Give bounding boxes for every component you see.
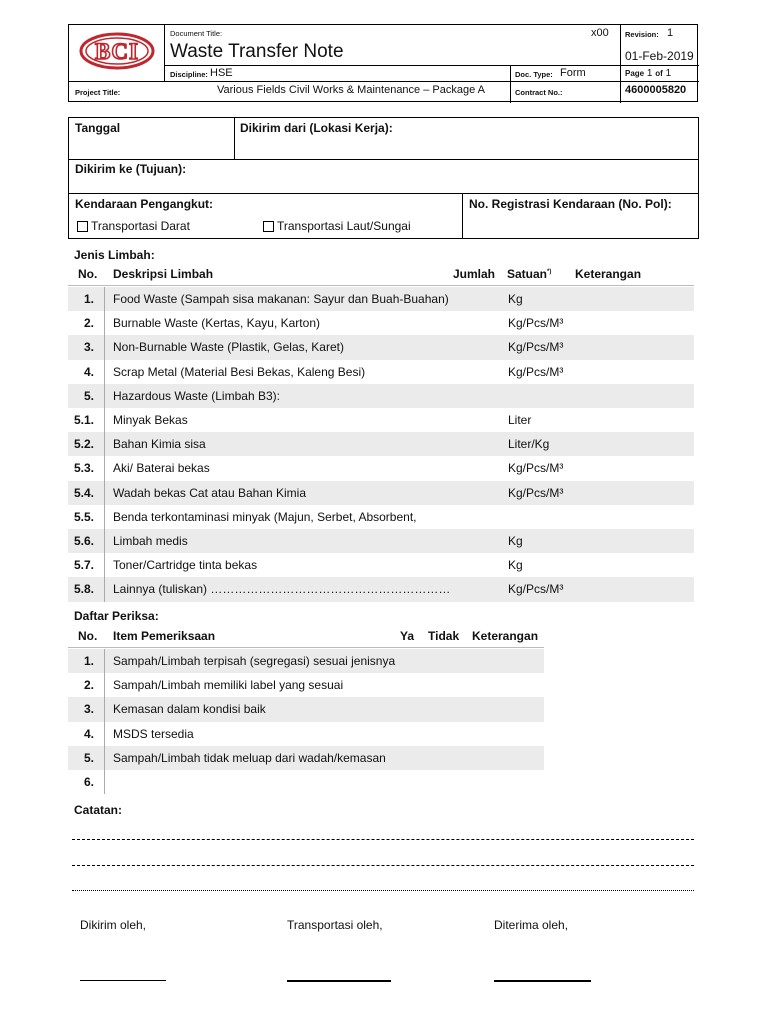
column-divider — [104, 770, 105, 794]
waste-row-jumlah-field[interactable] — [450, 505, 500, 529]
waste-row-unit: Liter — [508, 413, 532, 427]
waste-row-keterangan-field[interactable] — [574, 335, 692, 359]
waste-row-desc: Scrap Metal (Material Besi Bekas, Kaleng Besi) — [113, 364, 366, 379]
waste-row-desc: Hazardous Waste (Limbah B3): — [113, 388, 280, 403]
signature-line-transporter[interactable] — [287, 980, 391, 982]
check-row-tidak-field[interactable] — [426, 746, 466, 770]
check-row-tidak-field[interactable] — [426, 697, 466, 721]
waste-row-jumlah-field[interactable] — [450, 287, 500, 311]
waste-row-keterangan-field[interactable] — [574, 577, 692, 601]
waste-row-no: 2. — [83, 316, 94, 331]
no-registrasi-field[interactable] — [469, 214, 693, 236]
check-row-no: 4. — [83, 726, 94, 741]
column-divider — [104, 456, 105, 480]
transportasi-laut-checkbox[interactable] — [263, 221, 274, 232]
document-date: 01-Feb-2019 — [625, 49, 694, 63]
check-row-keterangan-field[interactable] — [470, 722, 542, 746]
transportasi-darat-checkbox[interactable] — [77, 221, 88, 232]
waste-row-no: 5.2. — [73, 437, 94, 452]
waste-row-unit: Kg/Pcs/M³ — [508, 485, 564, 500]
company-logo — [79, 32, 155, 70]
check-row-no: 6. — [83, 775, 94, 789]
waste-col-keterangan: Keterangan — [575, 267, 642, 281]
note-line-1[interactable] — [72, 839, 694, 840]
waste-row-jumlah-field[interactable] — [450, 456, 500, 480]
waste-row-no: 5. — [83, 388, 94, 403]
waste-row-no: 1. — [83, 292, 94, 306]
check-row-item: Sampah/Limbah tidak meluap dari wadah/kemasan — [113, 750, 386, 765]
waste-row-keterangan-field[interactable] — [574, 408, 692, 432]
waste-row-unit: Kg — [508, 534, 523, 548]
waste-row-unit: Kg/Pcs/M³ — [508, 461, 564, 476]
waste-row-jumlah-field[interactable] — [450, 529, 500, 553]
catatan-label: Catatan: — [74, 803, 123, 817]
contract-number: 4600005820 — [625, 84, 687, 96]
waste-row-desc: Benda terkontaminasi minyak (Majun, Serbet, Absorbent, — [113, 509, 417, 524]
project-title-label: Project Title: — [75, 88, 121, 97]
shipment-info-box — [68, 117, 699, 239]
column-divider — [104, 432, 105, 456]
transportasi-laut-option[interactable]: Transportasi Laut/Sungai — [263, 219, 411, 233]
column-divider — [104, 697, 105, 721]
check-row-ya-field[interactable] — [396, 746, 422, 770]
waste-row-jumlah-field[interactable] — [450, 384, 500, 408]
dikirim-dari-field[interactable] — [240, 136, 692, 156]
waste-row-no: 5.6. — [73, 534, 94, 548]
waste-row-keterangan-field[interactable] — [574, 432, 692, 456]
page-indicator: Page 1 of 1 — [625, 68, 672, 79]
document-title: Waste Transfer Note — [170, 41, 344, 62]
waste-row-no: 5.4. — [73, 485, 94, 500]
column-divider — [104, 722, 105, 746]
waste-row-no: 4. — [83, 364, 94, 379]
tanggal-field[interactable] — [75, 136, 231, 156]
column-divider — [104, 746, 105, 770]
waste-row-keterangan-field[interactable] — [574, 505, 692, 529]
revision-value: 1 — [667, 27, 674, 39]
check-row-ya-field[interactable] — [396, 697, 422, 721]
diterima-oleh-label: Diterima oleh, — [494, 918, 569, 932]
note-line-2[interactable] — [72, 865, 694, 866]
check-row-keterangan-field[interactable] — [470, 746, 542, 770]
svg-text:BCI: BCI — [95, 39, 139, 64]
check-row-ya-field[interactable] — [396, 770, 422, 794]
tanggal-label: Tanggal — [75, 121, 121, 135]
transportasi-oleh-label: Transportasi oleh, — [287, 918, 383, 932]
waste-row-unit: Kg/Pcs/M³ — [508, 582, 564, 597]
waste-row-jumlah-field[interactable] — [450, 577, 500, 601]
note-line-3[interactable] — [72, 890, 694, 891]
check-row-no: 1. — [83, 654, 94, 668]
check-col-no: No. — [78, 629, 98, 643]
waste-row-keterangan-field[interactable] — [574, 481, 692, 505]
waste-row-no: 5.3. — [73, 461, 94, 476]
column-divider — [104, 360, 105, 384]
waste-row-jumlah-field[interactable] — [450, 408, 500, 432]
dikirim-ke-field[interactable] — [75, 176, 692, 191]
doc-type-value: Form — [560, 67, 586, 79]
discipline-label: Discipline: — [170, 70, 208, 79]
waste-row-keterangan-field[interactable] — [574, 287, 692, 311]
check-row-ya-field[interactable] — [396, 722, 422, 746]
column-divider — [104, 673, 105, 697]
column-divider — [104, 577, 105, 601]
waste-row-jumlah-field[interactable] — [450, 553, 500, 577]
dikirim-oleh-label: Dikirim oleh, — [80, 918, 147, 932]
dikirim-ke-label: Dikirim ke (Tujuan): — [75, 162, 187, 176]
waste-col-desc: Deskripsi Limbah — [113, 267, 214, 281]
waste-row-no: 5.7. — [73, 558, 94, 573]
document-header — [68, 24, 698, 102]
document-code: x00 — [591, 27, 609, 39]
check-col-tidak: Tidak — [428, 629, 460, 643]
discipline-value: HSE — [210, 67, 233, 79]
waste-row-no: 5.1. — [73, 413, 94, 427]
check-col-keterangan: Keterangan — [472, 629, 539, 643]
check-row-keterangan-field[interactable] — [470, 673, 542, 697]
column-divider — [104, 481, 105, 505]
waste-row-no: 5.8. — [73, 582, 94, 597]
waste-row-unit: Liter/Kg — [508, 437, 550, 452]
waste-row-desc: Lainnya (tuliskan) …………………………………………………… — [113, 582, 451, 597]
check-row-ya-field[interactable] — [396, 673, 422, 697]
check-row-item: Kemasan dalam kondisi baik — [113, 702, 266, 717]
waste-row-jumlah-field[interactable] — [450, 432, 500, 456]
column-divider — [104, 311, 105, 335]
waste-row-desc: Food Waste (Sampah sisa makanan: Sayur dan Buah-Buahan) — [113, 292, 449, 306]
column-divider — [104, 505, 105, 529]
kendaraan-label: Kendaraan Pengangkut: — [75, 197, 214, 211]
check-row-keterangan-field[interactable] — [470, 770, 542, 794]
waste-row-unit: Kg — [508, 558, 523, 573]
waste-row-unit: Kg/Pcs/M³ — [508, 316, 564, 331]
check-col-ya: Ya — [400, 629, 415, 643]
column-divider — [104, 287, 105, 311]
waste-row-desc: Wadah bekas Cat atau Bahan Kimia — [113, 485, 307, 500]
check-row-no: 5. — [83, 750, 94, 765]
jenis-limbah-title: Jenis Limbah: — [74, 248, 155, 262]
check-row-no: 2. — [83, 678, 94, 693]
waste-row-jumlah-field[interactable] — [450, 481, 500, 505]
column-divider — [104, 529, 105, 553]
check-row-tidak-field[interactable] — [426, 770, 466, 794]
waste-row-keterangan-field[interactable] — [574, 360, 692, 384]
column-divider — [104, 384, 105, 408]
waste-row-keterangan-field[interactable] — [574, 311, 692, 335]
signature-line-sender[interactable] — [80, 980, 166, 981]
waste-row-desc: Aki/ Baterai bekas — [113, 461, 210, 476]
check-row-item: MSDS tersedia — [113, 726, 194, 741]
waste-row-no: 3. — [83, 340, 94, 355]
waste-col-satuan: Satuan*) — [507, 267, 552, 281]
check-row-ya-field[interactable] — [396, 649, 422, 673]
waste-row-desc: Minyak Bekas — [113, 413, 188, 427]
waste-row-jumlah-field[interactable] — [450, 360, 500, 384]
check-row-tidak-field[interactable] — [426, 722, 466, 746]
daftar-periksa-title: Daftar Periksa: — [74, 609, 159, 623]
column-divider — [104, 553, 105, 577]
column-divider — [104, 335, 105, 359]
waste-row-jumlah-field[interactable] — [450, 311, 500, 335]
revision-label: Revision: — [625, 30, 659, 39]
document-title-label: Document Title: — [170, 29, 223, 38]
waste-row-desc: Toner/Cartridge tinta bekas — [113, 558, 258, 573]
waste-row-unit: Kg — [508, 292, 523, 306]
column-divider — [104, 649, 105, 673]
waste-row-unit: Kg/Pcs/M³ — [508, 364, 564, 379]
project-title: Various Fields Civil Works & Maintenance – Package A — [217, 84, 485, 96]
check-row-item: Sampah/Limbah memiliki label yang sesuai — [113, 678, 344, 693]
waste-row-desc: Non-Burnable Waste (Plastik, Gelas, Karet) — [113, 340, 344, 355]
transportasi-darat-option[interactable]: Transportasi Darat — [77, 219, 190, 233]
no-registrasi-label: No. Registrasi Kendaraan (No. Pol): — [469, 197, 672, 211]
doc-type-label: Doc. Type: — [515, 70, 553, 79]
waste-row-keterangan-field[interactable] — [574, 553, 692, 577]
waste-col-jumlah: Jumlah — [453, 267, 496, 281]
waste-row-desc: Bahan Kimia sisa — [113, 437, 206, 452]
check-row-item: Sampah/Limbah terpisah (segregasi) sesuai jenisnya — [113, 654, 396, 668]
check-row-tidak-field[interactable] — [426, 649, 466, 673]
dikirim-dari-label: Dikirim dari (Lokasi Kerja): — [240, 121, 393, 135]
waste-row-unit: Kg/Pcs/M³ — [508, 340, 564, 355]
waste-row-desc: Limbah medis — [113, 534, 188, 548]
waste-row-jumlah-field[interactable] — [450, 335, 500, 359]
check-col-item: Item Pemeriksaan — [113, 629, 216, 643]
waste-col-no: No. — [78, 267, 98, 281]
column-divider — [104, 408, 105, 432]
check-row-keterangan-field[interactable] — [470, 697, 542, 721]
check-row-keterangan-field[interactable] — [470, 649, 542, 673]
signature-line-receiver[interactable] — [494, 980, 591, 982]
contract-label: Contract No.: — [515, 88, 563, 97]
waste-row-keterangan-field[interactable] — [574, 456, 692, 480]
check-row-no: 3. — [83, 702, 94, 717]
waste-row-keterangan-field[interactable] — [574, 529, 692, 553]
waste-row-keterangan-field[interactable] — [574, 384, 692, 408]
waste-row-desc: Burnable Waste (Kertas, Kayu, Karton) — [113, 316, 320, 331]
check-row-tidak-field[interactable] — [426, 673, 466, 697]
waste-row-no: 5.5. — [73, 509, 94, 524]
